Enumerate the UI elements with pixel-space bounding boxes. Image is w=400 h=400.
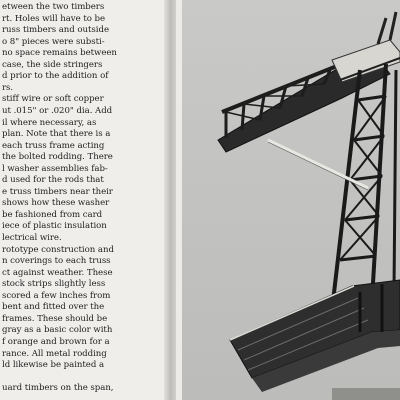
text-line: e truss timbers near their [2,186,113,197]
text-line: russ timbers and outside [2,25,109,36]
text-line: rs. [2,82,14,93]
text-line: be fashioned from card [2,209,103,220]
text-line: iece of plastic insulation [2,221,107,232]
text-line: lectrical wire. [2,233,62,243]
text-line: uard timbers on the span, [2,383,114,394]
text-line: ld likewise be painted a [2,360,105,371]
text-line: frames. These should be [2,313,108,324]
text-line: l washer assemblies fab- [2,163,108,174]
text-line: rance. All metal rodding [2,348,107,359]
bridge-photo [182,0,400,400]
page-gutter [164,0,176,400]
text-line: rt. Holes will have to be [2,13,106,24]
text-line: ut .015" or .020" dia. Add [2,105,113,116]
bridge-illustration [182,0,400,400]
text-line: bent and fitted over the [2,302,105,313]
text-line: ct against weather. These [2,267,113,278]
text-line: gray as a basic color with [2,325,113,336]
text-line: f orange and brown for a [2,336,110,347]
text-line: il where necessary, as [2,117,97,128]
text-line: scored a few inches from [2,290,111,301]
text-line: each truss frame acting [2,140,105,151]
text-line: stiff wire or soft copper [2,94,104,105]
text-line: case, the side stringers [2,59,103,70]
text-line: o 8" pieces were substi- [2,36,105,47]
text-line: stock strips slightly less [2,279,106,290]
text-line: rototype construction and [2,244,114,255]
text-column [0,0,164,400]
text-line: the bolted rodding. There [2,152,113,163]
photo-base [332,388,400,400]
text-line: n coverings to each truss [2,256,111,267]
text-line: d used for the rods that [2,175,104,186]
text-line: plan. Note that there is a [2,129,111,140]
text-line: no space remains between [2,48,117,59]
text-line: etween the two timbers [2,2,105,12]
text-line: shows how these washer [2,198,110,209]
text-line: d prior to the addition of [2,71,109,82]
